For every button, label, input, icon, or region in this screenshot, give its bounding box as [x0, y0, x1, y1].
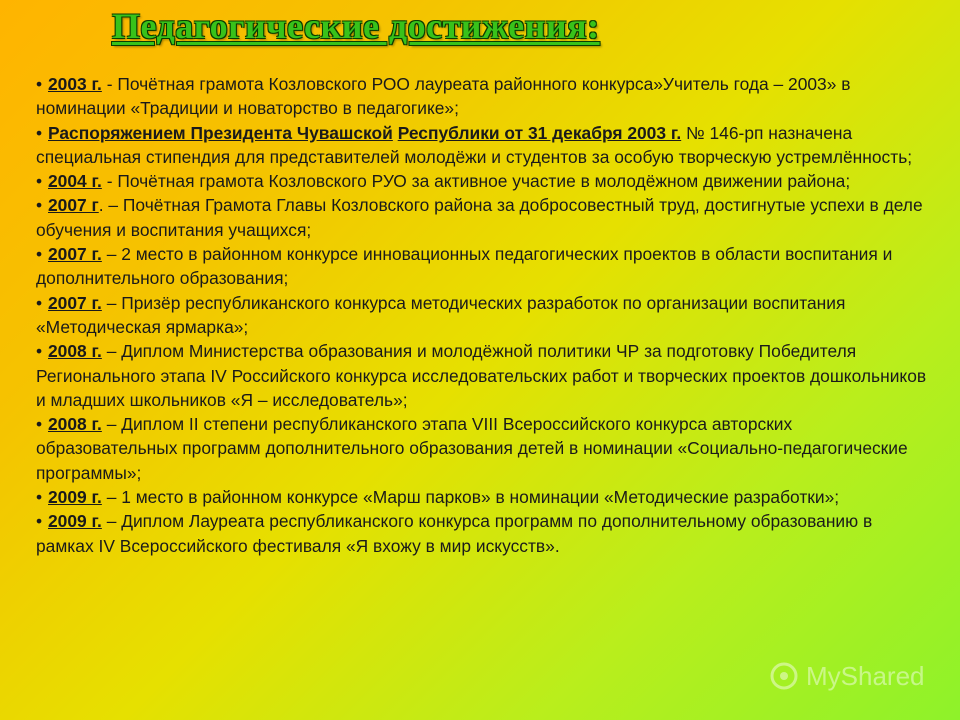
item-text: – 1 место в районном конкурсе «Марш парков» в номинации «Методические разработки»;	[101, 487, 840, 508]
watermark	[770, 660, 930, 692]
bullet: •	[36, 341, 43, 362]
item-text: – 2 место в районном конкурсе инновационных педагогических проектов в области воспитания и дополнительного образования;	[36, 244, 893, 289]
item-text: – Диплом II степени республиканского этапа VIII Всероссийского конкурса авторских образовательных программ дополнительного образования детей в номинации «Социально-педагогические программы»;	[36, 414, 908, 483]
list-item	[36, 485, 932, 509]
item-date: Республики от 31 декабря 2003 г.	[397, 122, 682, 143]
item-text: – Призёр республиканского конкурса методических разработок по организации воспитания «Методическая ярмарка»;	[36, 292, 846, 337]
list-item	[36, 72, 932, 121]
item-year: 2007 г.	[48, 292, 102, 313]
item-text: – Диплом Лауреата республиканского конкурса программ по дополнительному образованию в рамках IV Всероссийского фестиваля «Я вхожу в мир искусств».	[36, 511, 873, 556]
item-year: 2009 г.	[48, 487, 102, 508]
item-year: 2004 г.	[48, 171, 102, 192]
item-text: . – Почётная Грамота Главы Козловского района за добросовестный труд, достигнутые успехи в деле обучения и воспитания учащихся;	[36, 195, 923, 240]
page-title: Педагогические достижения:	[112, 6, 600, 46]
bullet: •	[36, 195, 43, 216]
list-item	[36, 412, 932, 485]
watermark-text: MyShared	[806, 661, 925, 691]
bullet: •	[36, 122, 43, 143]
item-text: - Почётная грамота Козловского РОО лауреата районного конкурса»Учитель года – 2003» в номинации «Традиции и новаторство в педагогике»;	[36, 74, 851, 119]
bullet: •	[36, 244, 43, 265]
bullet: •	[36, 171, 43, 192]
list-item	[36, 339, 932, 412]
item-text: № 146-рп назначена специальная стипендия для представителей молодёжи и студентов за особую творческую устремлённость;	[36, 122, 913, 167]
item-year: 2008 г.	[48, 414, 102, 435]
bullet: •	[36, 74, 43, 94]
list-item	[36, 242, 932, 291]
item-text: – Диплом Министерства образования и молодёжной политики ЧР за подготовку Победителя Регионального этапа IV Российского конкурса исследовательских работ и творческих проектов дошкольников и младших школьников «Я – исследователь»;	[36, 341, 927, 410]
list-item	[36, 121, 932, 170]
item-year: Распоряжением Президента Чувашской	[48, 122, 393, 143]
list-item	[36, 169, 932, 193]
item-text: - Почётная грамота Козловского РУО за активное участие в молодёжном движении района;	[101, 171, 851, 192]
item-year: 2003 г.	[48, 74, 102, 94]
bullet: •	[36, 511, 43, 532]
bullet: •	[36, 487, 43, 508]
bullet: •	[36, 292, 43, 313]
item-year: 2008 г.	[48, 341, 102, 362]
item-year: 2009 г.	[48, 511, 102, 532]
myshared-logo-icon	[770, 662, 798, 690]
item-year: 2007 г	[48, 195, 99, 216]
list-item	[36, 291, 932, 340]
list-item	[36, 193, 932, 242]
item-year: 2007 г.	[48, 244, 102, 265]
achievements-list	[36, 72, 932, 558]
list-item	[36, 509, 932, 558]
bullet: •	[36, 414, 43, 435]
